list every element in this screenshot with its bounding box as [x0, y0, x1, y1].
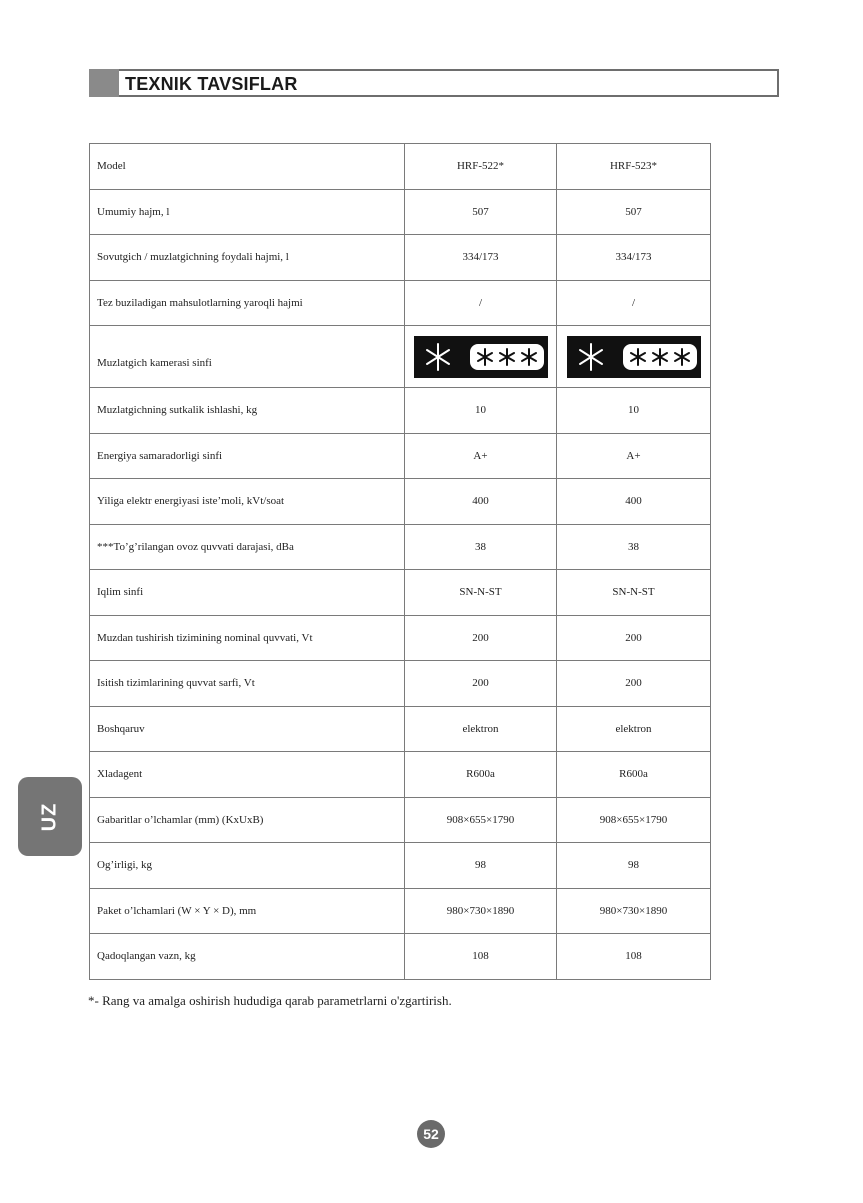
- row-label: Paket o’lchamlari (W × Y × D), mm: [90, 888, 405, 934]
- row-value-col1: 38: [405, 524, 557, 570]
- row-label: Muzlatgich kamerasi sinfi: [90, 326, 405, 388]
- row-value-col1: /: [405, 280, 557, 326]
- section-header: [89, 69, 779, 97]
- row-label: Energiya samaradorligi sinfi: [90, 433, 405, 479]
- row-value-col2: 980×730×1890: [557, 888, 711, 934]
- row-value-col1: 10: [405, 388, 557, 434]
- row-value-col1: SN-N-ST: [405, 570, 557, 616]
- row-label: Qadoqlangan vazn, kg: [90, 934, 405, 980]
- row-label: Iqlim sinfi: [90, 570, 405, 616]
- row-value-col1: elektron: [405, 706, 557, 752]
- model-hrf-522: HRF-522*: [405, 144, 557, 190]
- table-row: [90, 235, 711, 281]
- row-value-col2: 200: [557, 615, 711, 661]
- row-value-col2: SN-N-ST: [557, 570, 711, 616]
- row-value-col2: [557, 326, 711, 388]
- row-value-col2: 10: [557, 388, 711, 434]
- table-row: [90, 843, 711, 889]
- row-label: Og’irligi, kg: [90, 843, 405, 889]
- four-star-freezer-icon: [414, 336, 548, 378]
- row-value-col1: 908×655×1790: [405, 797, 557, 843]
- row-label: Yiliga elektr energiyasi iste’moli, kVt/soat: [90, 479, 405, 525]
- table-row: [90, 280, 711, 326]
- table-row: [90, 326, 711, 388]
- table-row: [90, 189, 711, 235]
- table-header-row: [90, 144, 711, 190]
- row-label: Isitish tizimlarining quvvat sarfi, Vt: [90, 661, 405, 707]
- row-value-col2: /: [557, 280, 711, 326]
- row-value-col2: 98: [557, 843, 711, 889]
- row-label: Xladagent: [90, 752, 405, 798]
- table-row: [90, 388, 711, 434]
- model-hrf-523: HRF-523*: [557, 144, 711, 190]
- model-label: Model: [90, 144, 405, 190]
- row-value-col1: 334/173: [405, 235, 557, 281]
- table-row: [90, 479, 711, 525]
- row-label: Gabaritlar o’lchamlar (mm) (KxUxB): [90, 797, 405, 843]
- row-value-col1: A+: [405, 433, 557, 479]
- table-row: [90, 934, 711, 980]
- table-row: [90, 524, 711, 570]
- row-label: Muzlatgichning sutkalik ishlashi, kg: [90, 388, 405, 434]
- row-value-col2: 507: [557, 189, 711, 235]
- row-value-col2: 908×655×1790: [557, 797, 711, 843]
- row-label: Umumiy hajm, l: [90, 189, 405, 235]
- row-label: Tez buziladigan mahsulotlarning yaroqli hajmi: [90, 280, 405, 326]
- four-star-freezer-icon: [567, 336, 701, 378]
- row-value-col2: 334/173: [557, 235, 711, 281]
- row-value-col1: 507: [405, 189, 557, 235]
- footnote: *- Rang va amalga oshirish hududiga qarab parametrlarni o'zgartirish.: [88, 993, 452, 1008]
- table-row: [90, 706, 711, 752]
- row-value-col1: 200: [405, 615, 557, 661]
- specifications-table: [89, 143, 711, 980]
- row-label: Boshqaruv: [90, 706, 405, 752]
- row-value-col2: 200: [557, 661, 711, 707]
- row-value-col2: 400: [557, 479, 711, 525]
- table-row: [90, 433, 711, 479]
- table-row: [90, 888, 711, 934]
- table-row: [90, 661, 711, 707]
- row-value-col1: 980×730×1890: [405, 888, 557, 934]
- row-value-col1: 400: [405, 479, 557, 525]
- table-row: [90, 615, 711, 661]
- table-row: [90, 752, 711, 798]
- row-label: ***To’g’rilangan ovoz quvvati darajasi, dBa: [90, 524, 405, 570]
- row-value-col1: R600a: [405, 752, 557, 798]
- header-accent-block: [89, 69, 119, 97]
- page-number: 52: [417, 1120, 445, 1148]
- row-value-col2: 38: [557, 524, 711, 570]
- row-label: Muzdan tushirish tizimining nominal quvvati, Vt: [90, 615, 405, 661]
- row-value-col2: elektron: [557, 706, 711, 752]
- row-value-col1: 98: [405, 843, 557, 889]
- row-value-col2: 108: [557, 934, 711, 980]
- row-value-col2: R600a: [557, 752, 711, 798]
- row-value-col1: 108: [405, 934, 557, 980]
- page-title: TEXNIK TAVSIFLAR: [125, 74, 298, 94]
- table-row: [90, 797, 711, 843]
- row-value-col1: [405, 326, 557, 388]
- row-label: Sovutgich / muzlatgichning foydali hajmi, l: [90, 235, 405, 281]
- row-value-col1: 200: [405, 661, 557, 707]
- language-tab-label: UZ: [38, 802, 61, 831]
- language-tab: [18, 777, 82, 856]
- row-value-col2: A+: [557, 433, 711, 479]
- table-row: [90, 570, 711, 616]
